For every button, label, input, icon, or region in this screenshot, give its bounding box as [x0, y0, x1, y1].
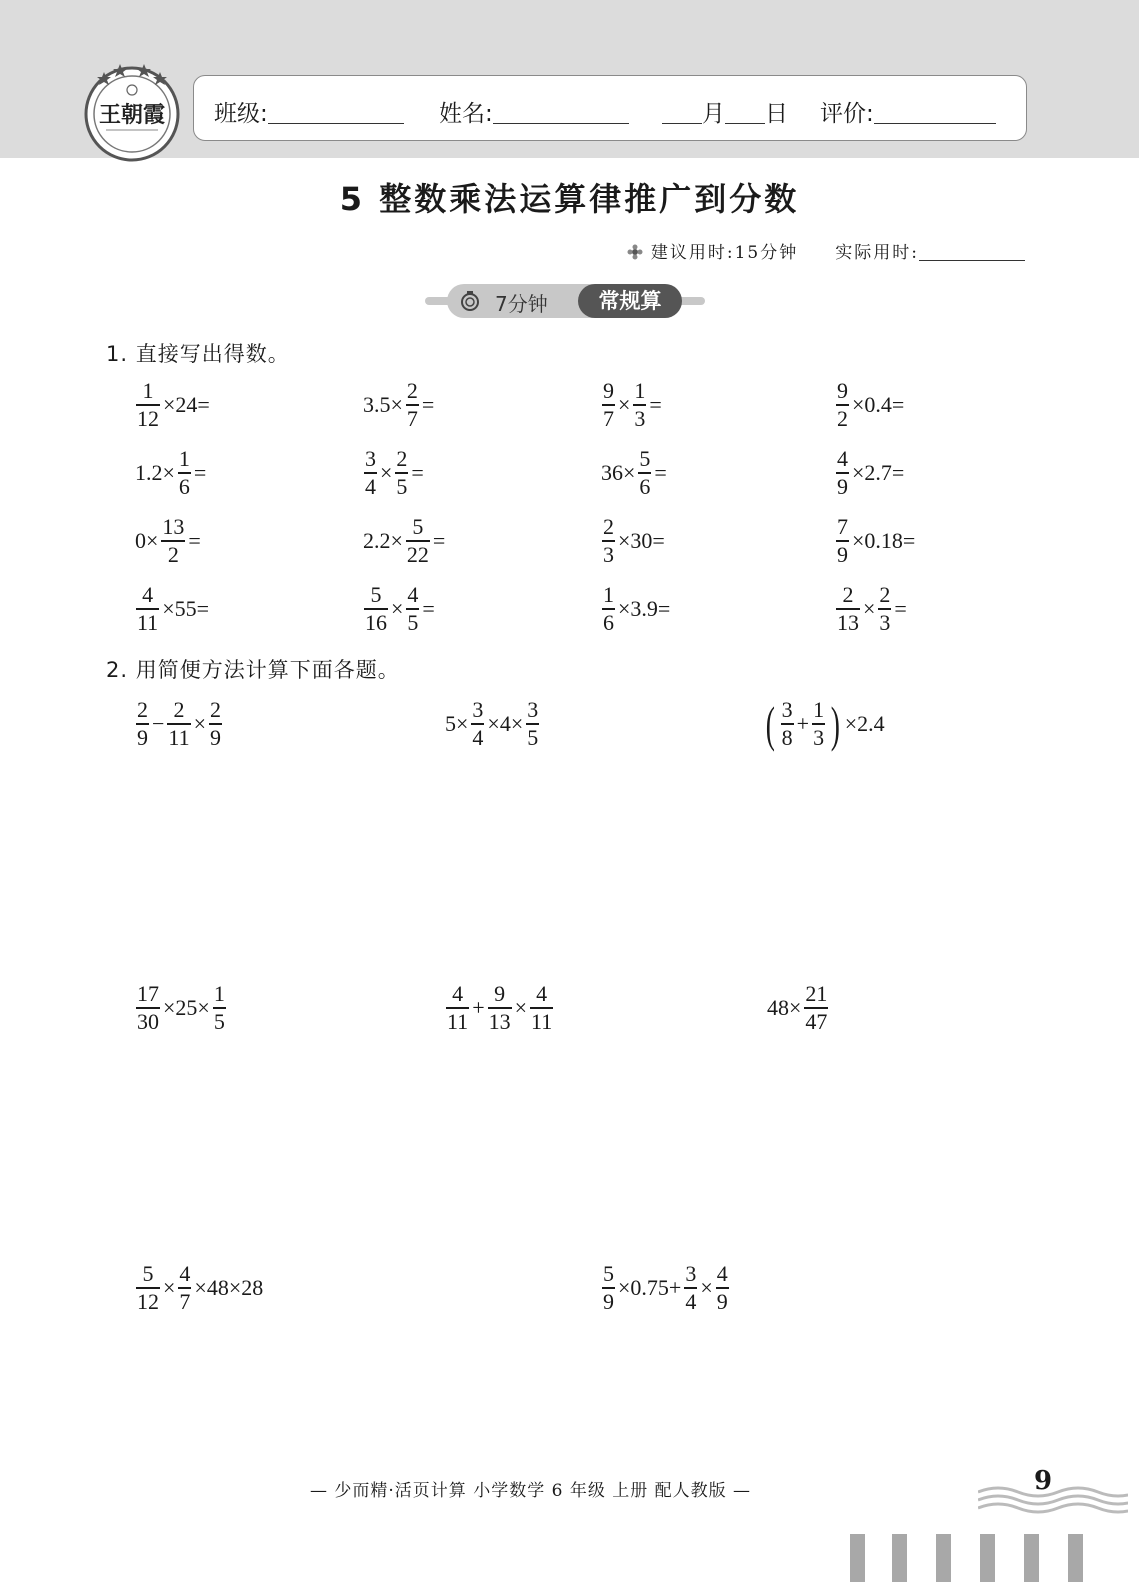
fraction [526, 697, 539, 750]
math-expression [134, 370, 211, 440]
fraction [684, 1261, 697, 1314]
math-expression [134, 438, 207, 508]
fraction [213, 981, 226, 1034]
fraction [136, 1261, 160, 1314]
denominator: 5 [396, 473, 408, 499]
denominator: 5 [213, 1008, 225, 1034]
fraction [716, 1261, 729, 1314]
numerator: 4 [179, 1261, 191, 1287]
numerator: 3 [365, 446, 376, 472]
operator-text: 0× [135, 528, 159, 553]
math-expression [362, 370, 435, 440]
numerator: 4 [407, 582, 419, 608]
fraction [167, 697, 190, 750]
denominator: 12 [137, 1288, 159, 1314]
operator-text: = [422, 596, 435, 621]
q2-heading: 2. 用简便方法计算下面各题。 [106, 658, 400, 682]
numerator: 2 [879, 582, 891, 608]
fraction [781, 697, 794, 750]
actual-time-label: 实际用时: [835, 243, 919, 263]
operator-text: ×0.75+ [618, 1275, 682, 1300]
denominator: 8 [781, 724, 793, 750]
numerator: 2 [842, 582, 854, 608]
fraction [878, 582, 891, 635]
math-expression [134, 1253, 264, 1323]
operator-text: ×2.7= [852, 460, 905, 485]
denominator: 3 [813, 724, 825, 750]
denominator: 22 [406, 541, 429, 567]
math-expression [600, 438, 668, 508]
wave-decoration [978, 1480, 1128, 1520]
denominator: 13 [837, 609, 859, 635]
denominator: 4 [365, 473, 376, 499]
numerator: 7 [837, 514, 848, 540]
denominator: 6 [639, 473, 651, 499]
numerator: 9 [494, 981, 506, 1007]
svg-text:王朝霞: 王朝霞 [98, 102, 166, 128]
numerator: 3 [527, 697, 539, 723]
operator-text: ×3.9= [618, 596, 671, 621]
denominator: 13 [488, 1008, 511, 1034]
actual-time-blank[interactable] [919, 244, 1025, 261]
denominator: 9 [716, 1288, 728, 1314]
operator-text: ×30= [618, 528, 665, 553]
fraction [136, 981, 160, 1034]
numerator: 2 [173, 697, 185, 723]
operator-text: × [618, 392, 631, 417]
math-expression [362, 438, 425, 508]
fraction [178, 1261, 191, 1314]
math-expression [134, 973, 228, 1043]
denominator: 5 [407, 609, 419, 635]
math-expression [834, 370, 905, 440]
numerator: 5 [370, 582, 382, 608]
fraction [446, 981, 469, 1034]
operator-text: ×0.18= [852, 528, 916, 553]
fraction [161, 514, 185, 567]
operator-text: × [514, 995, 528, 1020]
day-label: 日 [765, 101, 788, 127]
denominator: 4 [685, 1288, 697, 1314]
wang-zhaoxia-logo [82, 58, 182, 162]
pill-minutes: 7分钟 [495, 292, 548, 316]
footer-text: — 少而精·活页计算 小学数学 6 年级 上册 配人教版 — [310, 1481, 752, 1501]
numerator: 3 [685, 1261, 697, 1287]
denominator: 3 [634, 405, 646, 431]
fraction [602, 1261, 615, 1314]
denominator: 2 [167, 541, 179, 567]
fraction [602, 582, 615, 635]
operator-text: 2.2× [363, 528, 403, 553]
numerator: 2 [603, 514, 614, 540]
denominator: 7 [603, 405, 614, 431]
operator-text: 48× [767, 995, 802, 1020]
denominator: 47 [805, 1008, 828, 1034]
class-label: 班级: [214, 101, 268, 127]
fraction [136, 582, 159, 635]
numerator: 3 [472, 697, 484, 723]
denominator: 6 [603, 609, 614, 635]
day-blank[interactable] [725, 101, 765, 124]
rating-field[interactable] [820, 95, 996, 128]
numerator: 13 [162, 514, 185, 540]
fraction [395, 446, 408, 499]
math-expression [600, 370, 663, 440]
operator-text: ×55= [162, 596, 210, 621]
fraction [633, 378, 646, 431]
operator-text: × [863, 596, 876, 621]
denominator: 3 [603, 541, 614, 567]
fraction [406, 582, 419, 635]
numerator: 1 [142, 378, 154, 404]
rating-label: 评价: [820, 101, 874, 127]
math-expression [834, 438, 905, 508]
math-expression [600, 1253, 731, 1323]
math-expression [444, 689, 541, 759]
suggested-time: 建议用时:15分钟 [650, 243, 799, 263]
operator-text: 36× [601, 460, 636, 485]
math-expression [362, 506, 446, 576]
numerator: 21 [805, 981, 828, 1007]
operator-text: = [649, 392, 662, 417]
math-expression [134, 574, 210, 644]
numerator: 4 [452, 981, 464, 1007]
math-expression [834, 574, 908, 644]
denominator: 6 [178, 473, 190, 499]
month-label: 月 [702, 101, 725, 127]
student-info-box [193, 75, 1027, 141]
q1-heading: 1. 直接写出得数。 [106, 342, 290, 366]
operator-text: 3.5× [363, 392, 403, 417]
fraction [178, 446, 191, 499]
class-blank[interactable] [268, 101, 404, 124]
fraction [136, 697, 149, 750]
fraction [364, 446, 377, 499]
clock-icon [459, 290, 481, 312]
operator-text: = [432, 528, 446, 553]
pill-body [447, 284, 682, 318]
fraction [530, 981, 553, 1034]
operator-text: 5× [445, 711, 469, 736]
denominator: 11 [447, 1008, 469, 1034]
math-expression [600, 506, 666, 576]
name-blank[interactable] [493, 101, 629, 124]
numerator: 17 [137, 981, 159, 1007]
name-field[interactable] [439, 95, 629, 128]
operator-text: 1.2× [135, 460, 175, 485]
fraction [836, 582, 860, 635]
operator-text: = [421, 392, 435, 417]
numerator: 3 [781, 697, 793, 723]
denominator: 11 [168, 724, 190, 750]
fraction [804, 981, 828, 1034]
math-expression [762, 689, 886, 759]
denominator: 3 [879, 609, 891, 635]
fraction [488, 981, 512, 1034]
parenthesis: ) [830, 696, 840, 752]
math-expression [600, 574, 671, 644]
parenthesis: ( [765, 696, 775, 752]
numerator: 2 [396, 446, 408, 472]
operator-text: = [654, 460, 667, 485]
page-number: 9 [1034, 1466, 1053, 1496]
operator-text: + [472, 995, 485, 1020]
operator-text: × [380, 460, 393, 485]
operator-text: = [193, 460, 207, 485]
section-pill [425, 284, 705, 318]
math-expression [134, 506, 202, 576]
numerator: 5 [639, 446, 651, 472]
flower-icon [627, 244, 643, 260]
fraction [836, 446, 849, 499]
operator-text: = [188, 528, 201, 553]
numerator: 1 [634, 378, 646, 404]
fraction [812, 697, 825, 750]
math-expression [362, 574, 436, 644]
numerator: 5 [603, 1261, 614, 1287]
math-expression [134, 689, 224, 759]
denominator: 12 [137, 405, 159, 431]
denominator: 9 [837, 473, 848, 499]
denominator: 2 [837, 405, 848, 431]
class-field[interactable] [214, 95, 404, 128]
math-expression [834, 506, 916, 576]
math-expression [444, 973, 555, 1043]
operator-text: ×24= [163, 392, 210, 417]
numerator: 4 [142, 582, 154, 608]
time-row [627, 238, 1025, 263]
operator-text: × [193, 711, 207, 736]
numerator: 5 [142, 1261, 154, 1287]
numerator: 1 [603, 582, 614, 608]
denominator: 9 [837, 541, 848, 567]
denominator: 30 [137, 1008, 159, 1034]
operator-text: ×4× [487, 711, 524, 736]
pill-tag: 常规算 [578, 284, 682, 318]
page-title: 5 整数乘法运算律推广到分数 [339, 180, 800, 218]
month-blank[interactable] [662, 101, 702, 124]
operator-text: = [411, 460, 424, 485]
operator-text: × [163, 1275, 176, 1300]
denominator: 7 [406, 405, 418, 431]
stripe-decoration [846, 1534, 1086, 1582]
rating-blank[interactable] [874, 101, 996, 124]
numerator: 1 [213, 981, 225, 1007]
numerator: 9 [837, 378, 848, 404]
denominator: 9 [603, 1288, 614, 1314]
fraction [836, 378, 849, 431]
fraction [638, 446, 651, 499]
numerator: 4 [536, 981, 548, 1007]
operator-text: ×0.4= [852, 392, 905, 417]
denominator: 16 [365, 609, 387, 635]
math-expression [766, 973, 830, 1043]
numerator: 4 [837, 446, 848, 472]
operator-text: − [152, 711, 165, 736]
operator-text: ×25× [163, 995, 210, 1020]
denominator: 9 [137, 724, 148, 750]
numerator: 9 [603, 378, 614, 404]
denominator: 11 [531, 1008, 553, 1034]
fraction [406, 378, 419, 431]
numerator: 5 [412, 514, 424, 540]
operator-text: × [700, 1275, 713, 1300]
denominator: 9 [210, 724, 222, 750]
fraction [136, 378, 160, 431]
date-field[interactable] [662, 95, 788, 128]
operator-text: ×48×28 [194, 1275, 264, 1300]
fraction [602, 514, 615, 567]
name-label: 姓名: [439, 101, 493, 127]
fraction [471, 697, 484, 750]
operator-text: + [796, 711, 810, 736]
operator-text: ×2.4 [844, 711, 885, 736]
operator-text: = [894, 596, 907, 621]
numerator: 2 [137, 697, 148, 723]
denominator: 5 [527, 724, 539, 750]
denominator: 7 [179, 1288, 191, 1314]
numerator: 1 [813, 697, 825, 723]
operator-text: × [391, 596, 404, 621]
fraction [836, 514, 849, 567]
numerator: 1 [178, 446, 190, 472]
numerator: 2 [210, 697, 222, 723]
numerator: 2 [406, 378, 418, 404]
numerator: 4 [716, 1261, 728, 1287]
fraction [406, 514, 430, 567]
fraction [209, 697, 222, 750]
denominator: 11 [137, 609, 159, 635]
fraction [602, 378, 615, 431]
denominator: 4 [472, 724, 484, 750]
fraction [364, 582, 388, 635]
